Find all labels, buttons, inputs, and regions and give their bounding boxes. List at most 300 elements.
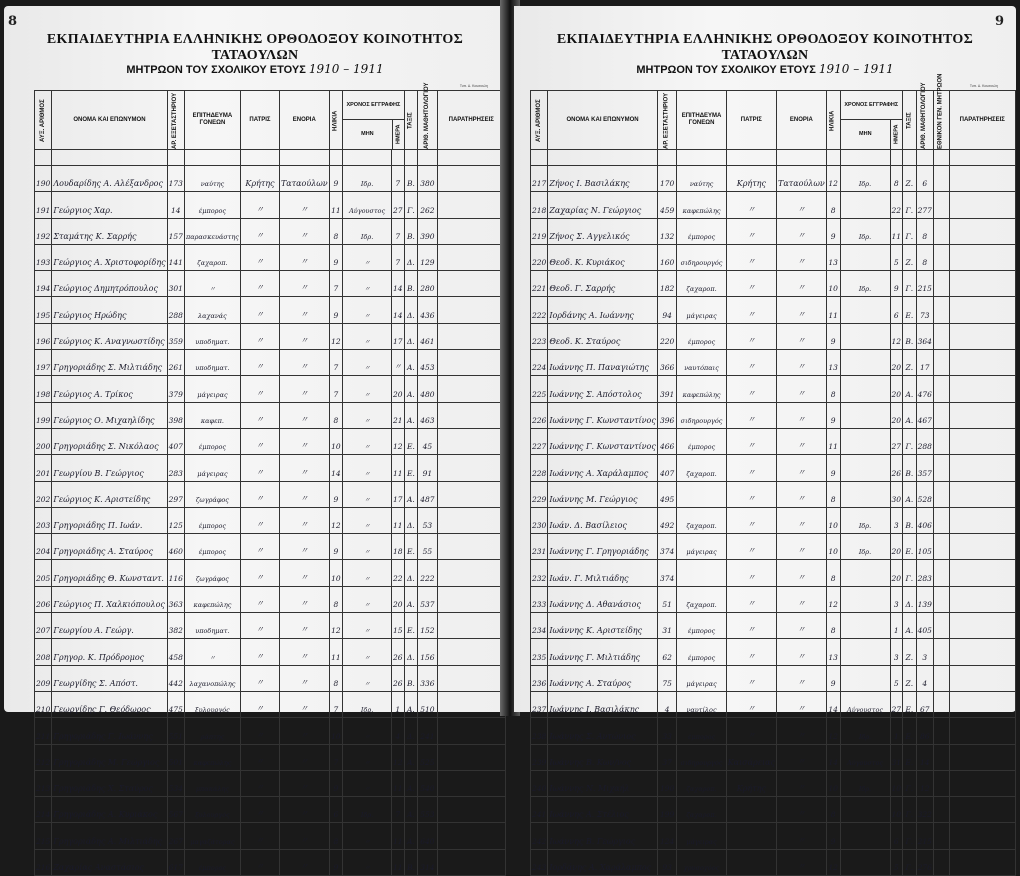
cell-register-number: 12 (916, 770, 933, 796)
cell-parent-occupation: έμπορος (184, 849, 240, 875)
cell-remarks (949, 402, 1015, 428)
cell-aux-number: 220 (531, 244, 548, 270)
cell-enroll-month: 〃 (343, 244, 392, 270)
col-month: ΜΗΝ (343, 120, 392, 149)
cell-student-name: Ιωάννης Σ. Αντώνιος (548, 718, 658, 744)
cell-parent-occupation: μάγειρας (184, 376, 240, 402)
cell-age: 10 (329, 718, 343, 744)
cell-class: Γ. (903, 192, 917, 218)
cell-enroll-month (840, 402, 890, 428)
cell-student-name: Ζήνος Σ. Αγγελικός (548, 218, 658, 244)
cell-student-name: Ιωάννης Γ. Μιλτιάδης (548, 639, 658, 665)
cell-enroll-day: 1 (392, 691, 405, 717)
cell-class: Ε. (903, 297, 917, 323)
cell-aux-number: 202 (35, 481, 52, 507)
cell-student-name: Ιωάννης Μ. Γεώργιος (548, 481, 658, 507)
table-row (531, 350, 1016, 376)
cell-class: Α. (404, 770, 418, 796)
cell-aux-number: 214 (35, 797, 52, 823)
cell-national-register (933, 481, 949, 507)
cell-aux-number: 237 (531, 691, 548, 717)
cell-enroll-day: 30 (890, 481, 903, 507)
cell-register-number: 152 (418, 613, 437, 639)
cell-parent-occupation: σιδηρουργός (677, 244, 726, 270)
cell-class: Α. (404, 586, 418, 612)
cell-enroll-day: 5 (890, 244, 903, 270)
cell-class: Β. (404, 271, 418, 297)
empty-cell (726, 150, 776, 166)
cell-age: 8 (826, 560, 840, 586)
cell-register-number: 276 (916, 849, 933, 875)
cell-age: 10 (826, 770, 840, 796)
cell-enroll-day: 11 (392, 455, 405, 481)
cell-exam-number: 363 (167, 586, 184, 612)
col-day: ΗΜΕΡΑ (394, 124, 401, 145)
cell-class: Γ. (903, 797, 917, 823)
cell-class: Α. (404, 691, 418, 717)
cell-enroll-day: 27 (392, 192, 405, 218)
table-row (35, 192, 506, 218)
cell-aux-number: 243 (531, 849, 548, 875)
table-row (35, 534, 506, 560)
cell-remarks (437, 613, 506, 639)
cell-exam-number: 301 (167, 271, 184, 297)
school-title: ΕΚΠΑΙΔΕΥΤΗΡΙΑ ΕΛΛΗΝΙΚΗΣ ΟΡΘΟΔΟΞΟΥ ΚΟΙΝΟΤΗΤΟΣ ΤΑΤΑΟΥΛΩΝ (46, 32, 464, 63)
cell-national-register (933, 323, 949, 349)
cell-student-name: Γεώργιος Κ. Αναγνωστίδης (52, 323, 167, 349)
cell-parish: 〃 (279, 271, 329, 297)
cell-exam-number: 173 (167, 166, 184, 192)
table-row (35, 166, 506, 192)
cell-age: 7 (329, 271, 343, 297)
cell-parent-occupation: λαχανάς (184, 297, 240, 323)
col-remarks: ΠΑΡΑΤΗΡΗΣΕΙΣ (949, 91, 1015, 150)
cell-enroll-day: 11 (392, 770, 405, 796)
cell-remarks (949, 744, 1015, 770)
cell-aux-number: 209 (35, 665, 52, 691)
cell-student-name: Ζήνος Ι. Βασιλάκης (548, 166, 658, 192)
cell-parent-occupation: 〃 (184, 271, 240, 297)
cell-age: 12 (329, 323, 343, 349)
cell-aux-number: 219 (531, 218, 548, 244)
cell-enroll-month: 〃 (343, 823, 392, 849)
cell-parish: 〃 (777, 691, 827, 717)
empty-cell (35, 150, 52, 166)
cell-enroll-day: 11 (392, 849, 405, 875)
cell-homeland: 〃 (240, 823, 279, 849)
cell-register-number: 528 (916, 481, 933, 507)
cell-national-register (933, 770, 949, 796)
table-row (35, 218, 506, 244)
col-student-register: ΑΡΙΘ. ΜΑΘΗΤΟΛΟΓΙΟΥ (418, 91, 437, 150)
cell-exam-number: 534 (167, 770, 184, 796)
cell-homeland: 〃 (240, 534, 279, 560)
cell-student-name: Ιωάννης Γ. Γρηγοριάδης (548, 534, 658, 560)
cell-parent-occupation: ναύτης (184, 166, 240, 192)
cell-class: Ζ. (903, 244, 917, 270)
cell-age: 10 (329, 560, 343, 586)
cell-parish: 〃 (777, 639, 827, 665)
cell-remarks (437, 560, 506, 586)
cell-national-register (933, 797, 949, 823)
table-row (35, 823, 506, 849)
cell-parent-occupation: υποδηματ. (184, 323, 240, 349)
cell-student-name: Γεωργίου Α. Γεώργ. (52, 613, 167, 639)
cell-student-name: Ιωάννης Ι. Βασιλάκης (548, 691, 658, 717)
cell-register-number: 487 (418, 481, 437, 507)
cell-student-name: Γρηγοριάδης Α. Σταύρος (52, 534, 167, 560)
cell-parent-occupation: υποδηματ. (184, 613, 240, 639)
cell-student-name: Γρηγοριάδης Θ. Κωνσταντ. (52, 560, 167, 586)
table-row (531, 376, 1016, 402)
cell-homeland: 〃 (726, 455, 776, 481)
table-row (35, 271, 506, 297)
cell-exam-number: 398 (167, 402, 184, 428)
cell-homeland: 〃 (240, 639, 279, 665)
cell-remarks (437, 586, 506, 612)
cell-parish: 〃 (279, 376, 329, 402)
printer-mark: Τυπ. Δ. Κουσουλη (459, 84, 488, 88)
col-month: ΜΗΝ (841, 120, 892, 149)
cell-parent-occupation: μάγειρας (677, 534, 726, 560)
table-row (531, 797, 1016, 823)
cell-parish: 〃 (777, 665, 827, 691)
cell-parent-occupation: έμπορος (677, 323, 726, 349)
cell-enroll-day: 7 (392, 797, 405, 823)
cell-national-register (933, 639, 949, 665)
empty-cell (418, 150, 437, 166)
cell-enroll-day: 6 (890, 297, 903, 323)
cell-enroll-day: 4 (392, 718, 405, 744)
col-age: ΗΛΙΚΙΑ (826, 91, 840, 150)
cell-parent-occupation: έμπορος (677, 218, 726, 244)
cell-remarks (437, 271, 506, 297)
cell-enroll-day: 11 (392, 823, 405, 849)
col-homeland: ΠΑΤΡΙΣ (726, 91, 776, 150)
cell-remarks (949, 849, 1015, 875)
cell-aux-number: 230 (531, 507, 548, 533)
table-row (35, 297, 506, 323)
cell-enroll-day: 22 (890, 192, 903, 218)
cell-aux-number: 194 (35, 271, 52, 297)
cell-age: 12 (329, 613, 343, 639)
cell-enroll-day: 12 (392, 744, 405, 770)
cell-register-number: 73 (916, 297, 933, 323)
cell-remarks (949, 218, 1015, 244)
cell-national-register (933, 560, 949, 586)
cell-student-name: Γεώργιος Δημητρόπουλος (52, 271, 167, 297)
cell-age: 12 (826, 849, 840, 875)
cell-exam-number: 391 (657, 376, 677, 402)
cell-aux-number: 197 (35, 350, 52, 376)
cell-homeland: 〃 (240, 586, 279, 612)
cell-register-number: 390 (418, 218, 437, 244)
cell-register-number: 314 (418, 849, 437, 875)
cell-register-number: 510 (418, 691, 437, 717)
cell-parent-occupation: έμπορος (677, 718, 726, 744)
cell-remarks (437, 376, 506, 402)
cell-register-number: 139 (916, 586, 933, 612)
cell-remarks (437, 691, 506, 717)
cell-enroll-month: 〃 (343, 849, 392, 875)
cell-remarks (949, 586, 1015, 612)
cell-exam-number: 407 (657, 455, 677, 481)
cell-exam-number: 501 (167, 744, 184, 770)
cell-student-name: Ιωάννης Α. Στέλιος (548, 797, 658, 823)
empty-cell (903, 150, 917, 166)
cell-parish: 〃 (279, 534, 329, 560)
table-row (35, 639, 506, 665)
cell-enroll-day: 15 (392, 613, 405, 639)
cell-remarks (949, 166, 1015, 192)
cell-enroll-month (840, 823, 890, 849)
cell-remarks (949, 323, 1015, 349)
empty-cell (777, 150, 827, 166)
cell-parish: 〃 (279, 797, 329, 823)
cell-enroll-day: 20 (392, 376, 405, 402)
cell-age: 8 (826, 192, 840, 218)
cell-class: Γ. (404, 192, 418, 218)
empty-cell (826, 150, 840, 166)
cell-class: Α. (404, 823, 418, 849)
cell-homeland: 〃 (726, 560, 776, 586)
col-parish: ΕΝΟΡΙΑ (279, 91, 329, 150)
empty-cell (916, 150, 933, 166)
cell-homeland (726, 797, 776, 823)
cell-student-name: Γρηγορ. Κ. Πρόδρομος (52, 639, 167, 665)
printer-mark: Τυπ. Δ. Κουσουλη (969, 84, 998, 88)
cell-student-name: Ιωάννης Σ. Απόστολος (548, 376, 658, 402)
cell-age: 8 (329, 218, 343, 244)
cell-parish: 〃 (777, 744, 827, 770)
cell-parent-occupation: μαγαζάτορας (184, 823, 240, 849)
cell-enroll-day: 7 (392, 166, 405, 192)
cell-parent-occupation: έμπορος (677, 428, 726, 454)
table-row (35, 849, 506, 875)
cell-enroll-day: 3 (890, 507, 903, 533)
cell-exam-number: 94 (657, 297, 677, 323)
empty-cell (392, 150, 405, 166)
cell-class: Ζ. (903, 350, 917, 376)
cell-parish: 〃 (279, 297, 329, 323)
cell-enroll-month: 〃 (343, 586, 392, 612)
empty-cell (343, 150, 392, 166)
cell-enroll-day: 26 (392, 639, 405, 665)
cell-national-register (933, 192, 949, 218)
right-page (514, 6, 1016, 873)
table-row (531, 560, 1016, 586)
cell-enroll-day: 7 (392, 244, 405, 270)
cell-student-name: Γεωργίδης Γ. Θεόδωρος (52, 691, 167, 717)
cell-enroll-day: 20 (890, 402, 903, 428)
cell-enroll-month (840, 323, 890, 349)
cell-parish: Ταταούλων (777, 166, 827, 192)
col-student-register: ΑΡΙΘ. ΜΑΘΗΤΟΛΟΓΙΟΥ (916, 91, 933, 150)
cell-aux-number: 215 (35, 823, 52, 849)
cell-enroll-day: 11 (392, 507, 405, 533)
empty-cell (240, 150, 279, 166)
cell-register-number: 640 (418, 823, 437, 849)
cell-exam-number: 14 (167, 192, 184, 218)
cell-student-name: Γεώργιος Π. Χαλκιόπουλος (52, 586, 167, 612)
cell-aux-number: 234 (531, 613, 548, 639)
cell-aux-number: 224 (531, 350, 548, 376)
cell-enroll-month: 〃 (343, 455, 392, 481)
cell-student-name: Ιωάννης Ν. Μιχαήλ (548, 770, 658, 796)
cell-class: Δ. (404, 323, 418, 349)
cell-homeland: 〃 (726, 534, 776, 560)
cell-remarks (949, 718, 1015, 744)
cell-register-number: 91 (418, 455, 437, 481)
left-page (4, 6, 506, 873)
school-year: 1910 – 1911 (818, 62, 894, 76)
col-aux-number: ΑΥΞ. ΑΡΙΘΜΟΣ (531, 91, 548, 150)
col-enrollment (840, 91, 903, 150)
cell-homeland: 〃 (726, 428, 776, 454)
cell-homeland: 〃 (240, 613, 279, 639)
cell-aux-number: 196 (35, 323, 52, 349)
cell-enroll-day: 14 (392, 271, 405, 297)
cell-age: 9 (826, 823, 840, 849)
empty-cell (933, 150, 949, 166)
cell-exam-number: 157 (167, 218, 184, 244)
cell-exam-number: 220 (657, 323, 677, 349)
cell-class: Γ. (903, 770, 917, 796)
cell-remarks (949, 797, 1015, 823)
cell-national-register (933, 665, 949, 691)
cell-class: Δ. (404, 297, 418, 323)
cell-register-number: 463 (418, 402, 437, 428)
cell-enroll-month: 〃 (343, 639, 392, 665)
cell-enroll-day: 1 (890, 613, 903, 639)
cell-age: 11 (329, 192, 343, 218)
empty-cell (404, 150, 418, 166)
cell-age: 9 (329, 534, 343, 560)
cell-aux-number: 240 (531, 770, 548, 796)
cell-class: Α. (903, 402, 917, 428)
table-row (35, 718, 506, 744)
cell-homeland: Κρήτης (726, 166, 776, 192)
cell-aux-number: 227 (531, 428, 548, 454)
cell-aux-number: 226 (531, 402, 548, 428)
cell-class: Ζ. (903, 166, 917, 192)
cell-aux-number: 193 (35, 244, 52, 270)
cell-exam-number: 261 (167, 350, 184, 376)
cell-enroll-day: 18 (392, 534, 405, 560)
cell-remarks (949, 244, 1015, 270)
cell-register-number: 86 (916, 718, 933, 744)
col-name: ΟΝΟΜΑ ΚΑΙ ΕΠΩΝΥΜΟΝ (548, 91, 658, 150)
cell-register-number: 322 (916, 797, 933, 823)
cell-enroll-day: 27 (890, 428, 903, 454)
cell-age: 10 (329, 428, 343, 454)
empty-cell (548, 150, 658, 166)
cell-aux-number: 217 (531, 166, 548, 192)
cell-aux-number: 235 (531, 639, 548, 665)
cell-aux-number: 204 (35, 534, 52, 560)
table-row (531, 244, 1016, 270)
cell-student-name: Ιωάννης Β. Γεώργιος (548, 823, 658, 849)
cell-parent-occupation: σιδηρουργός (677, 744, 726, 770)
cell-homeland: 〃 (240, 718, 279, 744)
cell-parish: 〃 (777, 455, 827, 481)
cell-class: Γ. (903, 218, 917, 244)
cell-class: Ε. (903, 691, 917, 717)
table-row (35, 560, 506, 586)
cell-student-name: Ζαχαρίας Αναστάσιος (52, 849, 167, 875)
cell-exam-number: 460 (167, 534, 184, 560)
cell-parent-occupation: μάγειρας (677, 297, 726, 323)
cell-age: 14 (826, 691, 840, 717)
cell-enroll-month (840, 350, 890, 376)
cell-enroll-day: 31 (890, 744, 903, 770)
cell-parish: 〃 (279, 192, 329, 218)
cell-national-register (933, 297, 949, 323)
cell-national-register (933, 271, 949, 297)
cell-class: Β. (404, 166, 418, 192)
table-row (531, 744, 1016, 770)
cell-class: Ε. (404, 613, 418, 639)
cell-enroll-month: Ιδρ. (840, 770, 890, 796)
cell-parish: 〃 (777, 797, 827, 823)
cell-class: Α. (903, 481, 917, 507)
cell-register-number: 215 (916, 823, 933, 849)
cell-enroll-day: 5 (890, 665, 903, 691)
cell-aux-number: 212 (35, 744, 52, 770)
cell-parent-occupation: σιδηρουργός (677, 402, 726, 428)
cell-aux-number: 225 (531, 376, 548, 402)
cell-register-number: 53 (418, 507, 437, 533)
cell-class: Β. (404, 218, 418, 244)
cell-student-name: Γρηγοριάδης Γ. Ιωάννης (52, 718, 167, 744)
cell-enroll-month: 〃 (343, 534, 392, 560)
cell-parent-occupation: έμπορος (184, 192, 240, 218)
cell-exam-number: 288 (167, 297, 184, 323)
table-row (531, 192, 1016, 218)
cell-parent-occupation: χρυσοχόος (677, 849, 726, 875)
cell-exam-number: 492 (657, 507, 677, 533)
cell-enroll-day: 6 (890, 823, 903, 849)
cell-age: 8 (826, 613, 840, 639)
table-row (531, 297, 1016, 323)
cell-remarks (437, 665, 506, 691)
cell-age: 9 (329, 166, 343, 192)
table-row (531, 691, 1016, 717)
cell-enroll-month (840, 586, 890, 612)
cell-student-name: Ιωάννης Δ. Αθανάσιος (548, 586, 658, 612)
cell-aux-number: 231 (531, 534, 548, 560)
cell-parish: 〃 (777, 586, 827, 612)
table-row (35, 613, 506, 639)
cell-age: 13 (826, 350, 840, 376)
cell-register-number: 222 (418, 560, 437, 586)
cell-enroll-month (840, 613, 890, 639)
cell-enroll-day: 3 (890, 586, 903, 612)
cell-parent-occupation: καφεπ. (184, 402, 240, 428)
cell-enroll-day: 9 (890, 271, 903, 297)
cell-register-number: 277 (916, 192, 933, 218)
table-row (531, 271, 1016, 297)
cell-exam-number: 366 (657, 350, 677, 376)
empty-cell (167, 150, 184, 166)
table-row (531, 534, 1016, 560)
cell-enroll-day: 27 (890, 691, 903, 717)
cell-parent-occupation: ναυτόπαις (677, 350, 726, 376)
col-homeland: ΠΑΤΡΙΣ (240, 91, 279, 150)
cell-parent-occupation: ζαχαροπ. (677, 507, 726, 533)
cell-enroll-day: 1 (890, 718, 903, 744)
cell-homeland: 〃 (726, 507, 776, 533)
